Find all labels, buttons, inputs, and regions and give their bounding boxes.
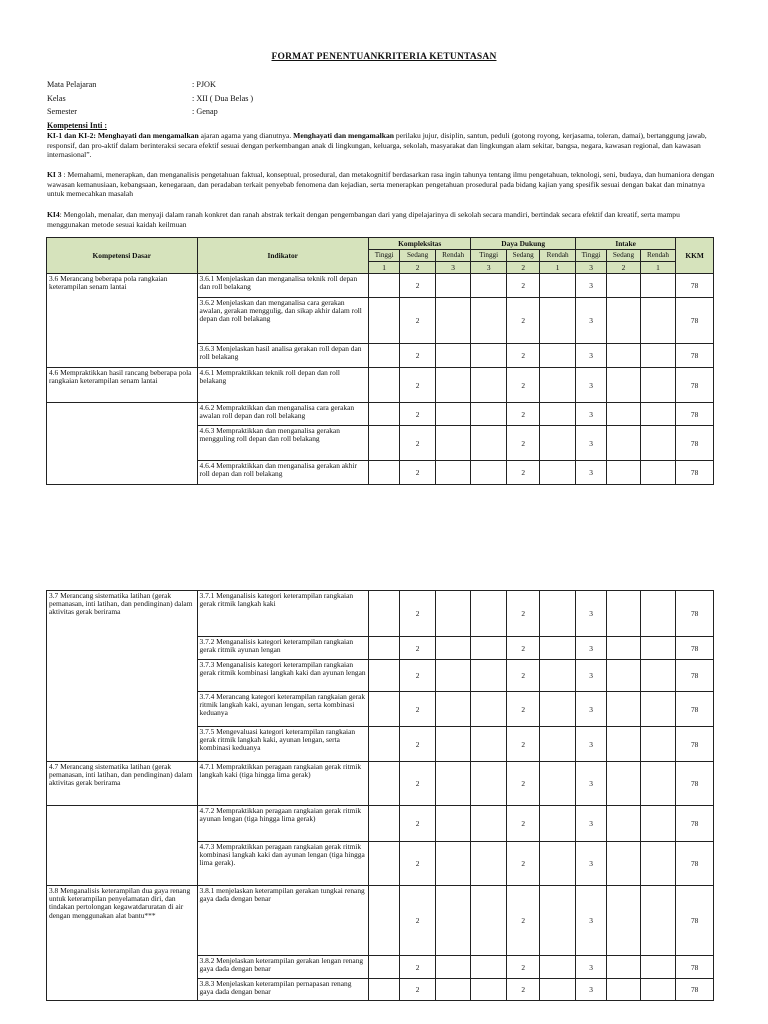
daya-rendah-cell <box>540 426 576 461</box>
komp-rendah-cell <box>435 660 471 692</box>
komp-tinggi-cell <box>368 461 399 485</box>
indikator-cell: 4.7.3 Mempraktikkan peragaan rangkaian gerak ritmik kombinasi langkah kaki dan ayunan lengan (tiga hingga lima gerak). <box>197 842 368 886</box>
intake-rendah-cell <box>640 979 676 1001</box>
intake-sedang-cell <box>607 956 640 979</box>
intake-tinggi-cell: 3 <box>575 842 606 886</box>
intake-tinggi-cell: 3 <box>575 660 606 692</box>
daya-rendah-cell <box>540 886 576 956</box>
indikator-cell: 3.8.3 Menjelaskan keterampilan pernapasan renang gaya dada dengan benar <box>197 979 368 1001</box>
kd-cell <box>47 806 198 886</box>
intake-tinggi-cell: 3 <box>575 298 606 344</box>
table-row <box>47 806 714 842</box>
daya-tinggi-cell <box>471 692 507 727</box>
intake-tinggi-cell: 3 <box>575 979 606 1001</box>
header-daya-score-3: 3 <box>471 262 507 274</box>
komp-rendah-cell <box>435 368 471 403</box>
meta-kelas <box>47 94 253 103</box>
kkm-cell: 78 <box>676 806 714 842</box>
komp-sedang-cell: 2 <box>400 692 436 727</box>
kkm-cell: 78 <box>676 274 714 298</box>
intake-rendah-cell <box>640 591 676 637</box>
komp-sedang-cell: 2 <box>400 806 436 842</box>
komp-sedang-cell: 2 <box>400 762 436 806</box>
kd-cell: 4.6 Mempraktikkan hasil rancang beberapa pola rangkaian keterampilan senam lantai <box>47 368 198 403</box>
komp-rendah-cell <box>435 461 471 485</box>
kkm-table-2 <box>46 590 714 1001</box>
ki3-text: : Memahami, menerapkan, dan menganalisis pengetahuan faktual, konseptual, prosedural, dan metakognitif berdasarkan rasa ingin tahunya tentang ilmu pengetahuan, teknologi, seni, budaya, dan humaniora dengan wawasan kemanusiaan, kebangsaan, kenegaraan, dan peradaban terkait penyebab fenomena dan kejadian, serta menerapkan pengetahuan prosedural pada bidang kajian yang spesifik sesuai dengan bakat dan minatnya untuk memecahkan masalah <box>47 170 715 199</box>
header-intake: Intake <box>575 238 675 250</box>
daya-sedang-cell: 2 <box>506 979 539 1001</box>
kkm-cell: 78 <box>676 727 714 762</box>
meta-mapel-label: Mata Pelajaran <box>47 80 97 89</box>
intake-rendah-cell <box>640 274 676 298</box>
daya-rendah-cell <box>540 660 576 692</box>
kd-cell <box>47 403 198 485</box>
komp-sedang-cell: 2 <box>400 344 436 368</box>
daya-rendah-cell <box>540 956 576 979</box>
header-kkm: KKM <box>676 238 714 274</box>
meta-semester <box>47 107 218 116</box>
daya-sedang-cell: 2 <box>506 426 539 461</box>
intake-tinggi-cell: 3 <box>575 344 606 368</box>
header-kompleksitas: Kompleksitas <box>368 238 470 250</box>
header-komp-tinggi: Tinggi <box>368 250 399 262</box>
header-daya-rendah: Rendah <box>540 250 576 262</box>
table-row <box>47 368 714 403</box>
daya-tinggi-cell <box>471 637 507 660</box>
meta-mapel-value: : PJOK <box>192 80 216 89</box>
daya-rendah-cell <box>540 298 576 344</box>
indikator-cell: 3.7.5 Mengevaluasi kategori keterampilan rangkaian gerak ritmik langkah kaki, ayunan lengan, serta kombinasi keduanya <box>197 727 368 762</box>
header-kd: Kompetensi Dasar <box>47 238 198 274</box>
ki12-text-2: perilaku jujur, disiplin, santun, peduli (gotong royong, kerjasama, toleran, damai), bertanggung jawab, responsif, dan pro-aktif dalam berinteraksi secara efektif sesuai dengan perkembangan anak di lingkungan, keluarga, sekolah, masyarakat dan lingkungan alam sekitar, bangsa, negara, kawasan regional, dan kawasan internasional”. <box>47 131 707 160</box>
header-intake-score-1: 1 <box>640 262 676 274</box>
komp-tinggi-cell <box>368 344 399 368</box>
komp-tinggi-cell <box>368 762 399 806</box>
komp-sedang-cell: 2 <box>400 403 436 426</box>
daya-tinggi-cell <box>471 762 507 806</box>
daya-sedang-cell: 2 <box>506 762 539 806</box>
intake-tinggi-cell: 3 <box>575 403 606 426</box>
meta-mapel <box>47 80 216 89</box>
komp-sedang-cell: 2 <box>400 426 436 461</box>
komp-rendah-cell <box>435 637 471 660</box>
komp-tinggi-cell <box>368 979 399 1001</box>
daya-rendah-cell <box>540 637 576 660</box>
daya-rendah-cell <box>540 403 576 426</box>
intake-rendah-cell <box>640 842 676 886</box>
komp-rendah-cell <box>435 274 471 298</box>
kd-cell: 3.8 Menganalisis keterampilan dua gaya renang untuk keterampilan penyelamatan diri, dan tindakan pertolongan kegawatdaruratan di air dengan menggunakan alat bantu*** <box>47 886 198 1001</box>
intake-sedang-cell <box>607 806 640 842</box>
intake-rendah-cell <box>640 692 676 727</box>
komp-sedang-cell: 2 <box>400 368 436 403</box>
daya-tinggi-cell <box>471 274 507 298</box>
indikator-cell: 4.6.4 Mempraktikkan dan menganalisa gerakan akhir roll depan dan roll belakang <box>197 461 368 485</box>
daya-sedang-cell: 2 <box>506 591 539 637</box>
intake-rendah-cell <box>640 298 676 344</box>
intake-tinggi-cell: 3 <box>575 368 606 403</box>
daya-tinggi-cell <box>471 806 507 842</box>
daya-sedang-cell: 2 <box>506 274 539 298</box>
komp-tinggi-cell <box>368 591 399 637</box>
kkm-cell: 78 <box>676 298 714 344</box>
indikator-cell: 3.6.3 Menjelaskan hasil analisa gerakan roll depan dan roll belakang <box>197 344 368 368</box>
daya-tinggi-cell <box>471 727 507 762</box>
intake-sedang-cell <box>607 727 640 762</box>
kkm-cell: 78 <box>676 956 714 979</box>
indikator-cell: 4.7.1 Mempraktikkan peragaan rangkaian gerak ritmik langkah kaki (tiga hingga lima gerak) <box>197 762 368 806</box>
indikator-cell: 3.7.1 Menganalisis kategori keterampilan rangkaian gerak ritmik langkah kaki <box>197 591 368 637</box>
daya-tinggi-cell <box>471 403 507 426</box>
kkm-table-1 <box>46 237 714 485</box>
intake-tinggi-cell: 3 <box>575 806 606 842</box>
indikator-cell: 4.7.2 Mempraktikkan peragaan rangkaian gerak ritmik ayunan lengan (tiga hingga lima gerak) <box>197 806 368 842</box>
komp-rendah-cell <box>435 344 471 368</box>
komp-tinggi-cell <box>368 368 399 403</box>
kd-cell: 3.6 Merancang beberapa pola rangkaian keterampilan senam lantai <box>47 274 198 368</box>
indikator-cell: 4.6.3 Mempraktikkan dan menganalisa gerakan mengguling roll depan dan roll belakang <box>197 426 368 461</box>
kd-cell: 4.7 Merancang sistematika latihan (gerak pemanasan, inti latihan, dan pendinginan) dalam aktivitas gerak berirama <box>47 762 198 806</box>
ki3-paragraph <box>47 170 717 199</box>
intake-sedang-cell <box>607 426 640 461</box>
ki4-text: : Mengolah, menalar, dan menyaji dalam ranah konkret dan ranah abstrak terkait dengan pengembangan dari yang dipelajarinya di sekolah secara mandiri, bertindak secara efektif dan kreatif, serta mampu menggunakan metode sesuai kaidah keilmuan <box>47 210 680 229</box>
komp-rendah-cell <box>435 727 471 762</box>
ki-heading: Kompetensi Inti : <box>47 121 107 130</box>
meta-semester-value: : Genap <box>192 107 218 116</box>
komp-tinggi-cell <box>368 637 399 660</box>
indikator-cell: 4.6.2 Mempraktikkan dan menganalisa cara gerakan awalan roll depan dan roll belakang <box>197 403 368 426</box>
kkm-cell: 78 <box>676 591 714 637</box>
ki3-lead: KI 3 <box>47 170 62 179</box>
komp-sedang-cell: 2 <box>400 727 436 762</box>
intake-rendah-cell <box>640 426 676 461</box>
kkm-cell: 78 <box>676 403 714 426</box>
intake-sedang-cell <box>607 591 640 637</box>
indikator-cell: 3.8.2 Menjelaskan keterampilan gerakan lengan renang gaya dada dengan benar <box>197 956 368 979</box>
intake-rendah-cell <box>640 461 676 485</box>
daya-tinggi-cell <box>471 956 507 979</box>
indikator-cell: 3.6.2 Menjelaskan dan menganalisa cara gerakan awalan, gerakan menggulig, dan sikap akhir dalam roll depan dan roll belakang <box>197 298 368 344</box>
intake-sedang-cell <box>607 979 640 1001</box>
daya-tinggi-cell <box>471 461 507 485</box>
kkm-cell: 78 <box>676 368 714 403</box>
ki12-lead: KI-1 dan KI-2 <box>47 131 94 140</box>
daya-sedang-cell: 2 <box>506 461 539 485</box>
header-daya-dukung: Daya Dukung <box>471 238 576 250</box>
intake-sedang-cell <box>607 368 640 403</box>
komp-rendah-cell <box>435 842 471 886</box>
table-row <box>47 403 714 426</box>
header-daya-sedang: Sedang <box>506 250 539 262</box>
header-intake-sedang: Sedang <box>607 250 640 262</box>
intake-sedang-cell <box>607 344 640 368</box>
daya-sedang-cell: 2 <box>506 692 539 727</box>
header-indikator: Indikator <box>197 238 368 274</box>
daya-rendah-cell <box>540 368 576 403</box>
intake-sedang-cell <box>607 298 640 344</box>
meta-semester-label: Semester <box>47 107 78 116</box>
indikator-cell: 4.6.1 Mempraktikkan teknik roll depan dan roll belakang <box>197 368 368 403</box>
intake-tinggi-cell: 3 <box>575 637 606 660</box>
intake-sedang-cell <box>607 637 640 660</box>
page-title: FORMAT PENENTUANKRITERIA KETUNTASAN <box>271 52 497 62</box>
intake-sedang-cell <box>607 842 640 886</box>
komp-sedang-cell: 2 <box>400 956 436 979</box>
intake-tinggi-cell: 3 <box>575 591 606 637</box>
intake-tinggi-cell: 3 <box>575 762 606 806</box>
ki12-bold-1: : Menghayati dan mengamalkan <box>93 131 199 140</box>
intake-rendah-cell <box>640 637 676 660</box>
intake-sedang-cell <box>607 461 640 485</box>
header-intake-score-2: 2 <box>607 262 640 274</box>
daya-tinggi-cell <box>471 344 507 368</box>
kkm-cell: 78 <box>676 979 714 1001</box>
komp-rendah-cell <box>435 886 471 956</box>
daya-tinggi-cell <box>471 660 507 692</box>
header-komp-rendah: Rendah <box>435 250 471 262</box>
daya-sedang-cell: 2 <box>506 886 539 956</box>
kkm-cell: 78 <box>676 762 714 806</box>
daya-sedang-cell: 2 <box>506 806 539 842</box>
kkm-cell: 78 <box>676 886 714 956</box>
meta-kelas-value: : XII ( Dua Belas ) <box>192 94 254 103</box>
komp-tinggi-cell <box>368 956 399 979</box>
komp-tinggi-cell <box>368 403 399 426</box>
indikator-cell: 3.7.3 Menganalisis kategori keterampilan rangkaian gerak ritmik kombinasi langkah kaki dan ayunan lengan <box>197 660 368 692</box>
kkm-cell: 78 <box>676 692 714 727</box>
header-intake-tinggi: Tinggi <box>575 250 606 262</box>
daya-sedang-cell: 2 <box>506 298 539 344</box>
komp-tinggi-cell <box>368 426 399 461</box>
daya-sedang-cell: 2 <box>506 403 539 426</box>
komp-sedang-cell: 2 <box>400 886 436 956</box>
intake-rendah-cell <box>640 806 676 842</box>
komp-sedang-cell: 2 <box>400 979 436 1001</box>
komp-tinggi-cell <box>368 806 399 842</box>
intake-tinggi-cell: 3 <box>575 727 606 762</box>
header-daya-score-1: 1 <box>540 262 576 274</box>
intake-tinggi-cell: 3 <box>575 886 606 956</box>
komp-sedang-cell: 2 <box>400 298 436 344</box>
daya-tinggi-cell <box>471 842 507 886</box>
intake-sedang-cell <box>607 886 640 956</box>
komp-tinggi-cell <box>368 660 399 692</box>
header-komp-score-1: 1 <box>368 262 399 274</box>
intake-sedang-cell <box>607 762 640 806</box>
daya-tinggi-cell <box>471 886 507 956</box>
ki12-paragraph <box>47 131 717 160</box>
ki4-paragraph <box>47 210 717 229</box>
meta-kelas-label: Kelas <box>47 94 66 103</box>
ki12-bold-2: Menghayati dan mengamalkan <box>293 131 395 140</box>
daya-rendah-cell <box>540 762 576 806</box>
header-komp-score-3: 3 <box>435 262 471 274</box>
daya-rendah-cell <box>540 727 576 762</box>
indikator-cell: 3.7.4 Merancang kategori keterampilan rangkaian gerak ritmik langkah kaki, ayunan lengan, serta kombinasi keduanya <box>197 692 368 727</box>
header-intake-score-3: 3 <box>575 262 606 274</box>
komp-tinggi-cell <box>368 274 399 298</box>
ki12-text-1: ajaran agama yang dianutnya. <box>198 131 294 140</box>
intake-tinggi-cell: 3 <box>575 692 606 727</box>
daya-rendah-cell <box>540 274 576 298</box>
komp-rendah-cell <box>435 426 471 461</box>
kkm-cell: 78 <box>676 660 714 692</box>
kkm-cell: 78 <box>676 461 714 485</box>
komp-rendah-cell <box>435 591 471 637</box>
intake-tinggi-cell: 3 <box>575 956 606 979</box>
table-row <box>47 762 714 806</box>
intake-sedang-cell <box>607 692 640 727</box>
intake-rendah-cell <box>640 403 676 426</box>
komp-tinggi-cell <box>368 727 399 762</box>
header-komp-score-2: 2 <box>400 262 436 274</box>
daya-tinggi-cell <box>471 591 507 637</box>
daya-sedang-cell: 2 <box>506 956 539 979</box>
komp-rendah-cell <box>435 806 471 842</box>
intake-rendah-cell <box>640 956 676 979</box>
indikator-cell: 3.6.1 Menjelaskan dan menganalisa teknik roll depan dan roll belakang <box>197 274 368 298</box>
komp-sedang-cell: 2 <box>400 461 436 485</box>
daya-sedang-cell: 2 <box>506 842 539 886</box>
komp-rendah-cell <box>435 298 471 344</box>
indikator-cell: 3.8.1 menjelaskan keterampilan gerakan tungkai renang gaya dada dengan benar <box>197 886 368 956</box>
daya-tinggi-cell <box>471 368 507 403</box>
ki4-lead: KI4 <box>47 210 60 219</box>
daya-rendah-cell <box>540 979 576 1001</box>
daya-sedang-cell: 2 <box>506 344 539 368</box>
komp-sedang-cell: 2 <box>400 842 436 886</box>
intake-tinggi-cell: 3 <box>575 461 606 485</box>
header-daya-score-2: 2 <box>506 262 539 274</box>
komp-tinggi-cell <box>368 842 399 886</box>
table-row <box>47 886 714 956</box>
intake-rendah-cell <box>640 762 676 806</box>
daya-sedang-cell: 2 <box>506 637 539 660</box>
intake-sedang-cell <box>607 660 640 692</box>
kkm-cell: 78 <box>676 344 714 368</box>
table-row <box>47 591 714 637</box>
intake-rendah-cell <box>640 886 676 956</box>
daya-rendah-cell <box>540 344 576 368</box>
intake-tinggi-cell: 3 <box>575 426 606 461</box>
intake-rendah-cell <box>640 368 676 403</box>
komp-tinggi-cell <box>368 692 399 727</box>
komp-rendah-cell <box>435 403 471 426</box>
komp-rendah-cell <box>435 692 471 727</box>
komp-sedang-cell: 2 <box>400 591 436 637</box>
komp-sedang-cell: 2 <box>400 274 436 298</box>
table-row <box>47 274 714 298</box>
header-intake-rendah: Rendah <box>640 250 676 262</box>
komp-sedang-cell: 2 <box>400 637 436 660</box>
daya-rendah-cell <box>540 842 576 886</box>
daya-rendah-cell <box>540 806 576 842</box>
kkm-cell: 78 <box>676 426 714 461</box>
daya-sedang-cell: 2 <box>506 660 539 692</box>
komp-rendah-cell <box>435 762 471 806</box>
komp-rendah-cell <box>435 979 471 1001</box>
indikator-cell: 3.7.2 Menganalisis kategori keterampilan rangkaian gerak ritmik ayunan lengan <box>197 637 368 660</box>
header-daya-tinggi: Tinggi <box>471 250 507 262</box>
komp-tinggi-cell <box>368 886 399 956</box>
komp-rendah-cell <box>435 956 471 979</box>
daya-tinggi-cell <box>471 298 507 344</box>
daya-sedang-cell: 2 <box>506 368 539 403</box>
intake-sedang-cell <box>607 274 640 298</box>
daya-rendah-cell <box>540 461 576 485</box>
daya-tinggi-cell <box>471 426 507 461</box>
intake-rendah-cell <box>640 660 676 692</box>
daya-rendah-cell <box>540 591 576 637</box>
daya-tinggi-cell <box>471 979 507 1001</box>
kkm-cell: 78 <box>676 842 714 886</box>
header-komp-sedang: Sedang <box>400 250 436 262</box>
intake-sedang-cell <box>607 403 640 426</box>
kkm-cell: 78 <box>676 637 714 660</box>
komp-sedang-cell: 2 <box>400 660 436 692</box>
daya-sedang-cell: 2 <box>506 727 539 762</box>
daya-rendah-cell <box>540 692 576 727</box>
intake-rendah-cell <box>640 727 676 762</box>
intake-tinggi-cell: 3 <box>575 274 606 298</box>
intake-rendah-cell <box>640 344 676 368</box>
kd-cell: 3.7 Merancang sistematika latihan (gerak pemanasan, inti latihan, dan pendinginan) dalam aktivitas gerak berirama <box>47 591 198 762</box>
komp-tinggi-cell <box>368 298 399 344</box>
